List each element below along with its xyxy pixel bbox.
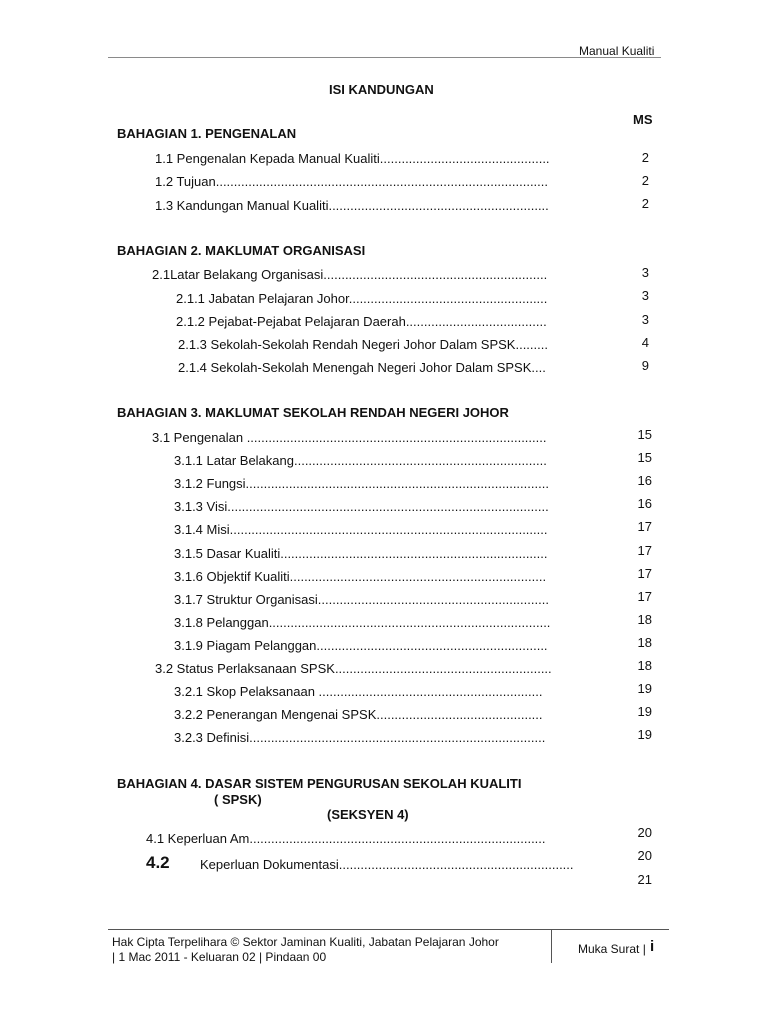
footer-vertical-divider: [551, 930, 552, 963]
toc-page: 16: [637, 473, 652, 488]
footer-copyright: Hak Cipta Terpelihara © Sektor Jaminan Kualiti, Jabatan Pelajaran Johor: [112, 935, 499, 949]
toc-entry: 3.1.8 Pelanggan..............................................................................: [174, 615, 551, 630]
toc-page: 19: [637, 681, 652, 696]
toc-page: 3: [641, 288, 649, 303]
toc-entry: Keperluan Dokumentasi.................................................................: [200, 857, 574, 872]
toc-entry: 3.1.4 Misi........................................................................................: [174, 522, 548, 537]
toc-page: 18: [637, 635, 652, 650]
toc-entry: 3.1.3 Visi.........................................................................................: [174, 499, 549, 514]
toc-entry: 3.2.2 Penerangan Mengenai SPSK..............................................: [174, 707, 543, 722]
toc-entry: 3.1.9 Piagam Pelanggan................................................................: [174, 638, 548, 653]
toc-entry: 3.1.7 Struktur Organisasi................................................................: [174, 592, 549, 607]
toc-page: 18: [637, 658, 652, 673]
toc-page: 17: [637, 543, 652, 558]
header-title: Manual Kualiti: [579, 44, 655, 58]
section-subheading: (SEKSYEN 4): [327, 807, 409, 822]
toc-entry: 2.1.2 Pejabat-Pejabat Pelajaran Daerah.......................................: [176, 314, 547, 329]
footer-version: | 1 Mac 2011 - Keluaran 02 | Pindaan 00: [112, 950, 327, 964]
toc-page: 18: [637, 612, 652, 627]
toc-entry: 4.1 Keperluan Am..................................................................................: [146, 831, 546, 846]
toc-entry: 3.2.3 Definisi..................................................................................: [174, 730, 546, 745]
toc-entry: 1.2 Tujuan............................................................................................: [155, 174, 549, 189]
toc-page: 17: [637, 519, 652, 534]
toc-page: 2: [641, 173, 649, 188]
toc-entry: 2.1.4 Sekolah-Sekolah Menengah Negeri Johor Dalam SPSK....: [178, 360, 546, 375]
toc-entry: 3.1 Pengenalan ...................................................................................: [152, 430, 547, 445]
toc-page: 3: [641, 312, 649, 327]
toc-page: 9: [641, 358, 649, 373]
footer-page-label: Muka Surat |: [578, 942, 646, 956]
footer-page-number: i: [650, 938, 655, 955]
section-heading: BAHAGIAN 1. PENGENALAN: [117, 126, 297, 141]
toc-entry: 2.1.3 Sekolah-Sekolah Rendah Negeri Johor Dalam SPSK.........: [178, 337, 548, 352]
toc-page: 19: [637, 727, 652, 742]
toc-page: 2: [641, 150, 649, 165]
toc-entry: 3.2 Status Perlaksanaan SPSK............................................................: [155, 661, 552, 676]
toc-page: 3: [641, 265, 649, 280]
toc-title: ISI KANDUNGAN: [329, 82, 434, 97]
section-heading-continued: ( SPSK): [214, 792, 262, 807]
toc-page: 2: [641, 196, 649, 211]
toc-page: 19: [637, 704, 652, 719]
section-heading: BAHAGIAN 3. MAKLUMAT SEKOLAH RENDAH NEGERI JOHOR: [117, 405, 509, 420]
toc-page: 17: [637, 589, 652, 604]
toc-page: 20: [637, 825, 652, 840]
toc-page: 16: [637, 496, 652, 511]
toc-entry: 1.1 Pengenalan Kepada Manual Kualiti...............................................: [155, 151, 550, 166]
section-heading: BAHAGIAN 2. MAKLUMAT ORGANISASI: [117, 243, 366, 258]
toc-entry: 3.1.1 Latar Belakang......................................................................: [174, 453, 547, 468]
section-heading: BAHAGIAN 4. DASAR SISTEM PENGURUSAN SEKOLAH KUALITI: [117, 776, 522, 791]
toc-entry-number: 4.2: [146, 853, 170, 872]
toc-page: 17: [637, 566, 652, 581]
toc-page: 15: [637, 427, 652, 442]
toc-page: 21: [637, 872, 652, 887]
toc-entry: 2.1Latar Belakang Organisasi..............................................................: [152, 267, 548, 282]
toc-entry: 1.3 Kandungan Manual Kualiti.............................................................: [155, 198, 549, 213]
footer-divider: [108, 929, 669, 930]
toc-entry: 3.1.6 Objektif Kualiti.......................................................................: [174, 569, 547, 584]
header-divider: [108, 57, 661, 58]
page-column-label: MS: [633, 112, 653, 127]
toc-entry: 3.1.5 Dasar Kualiti..........................................................................: [174, 546, 548, 561]
toc-entry: 3.2.1 Skop Pelaksanaan ..............................................................: [174, 684, 543, 699]
toc-page: 15: [637, 450, 652, 465]
toc-entry: 2.1.1 Jabatan Pelajaran Johor.......................................................: [176, 291, 548, 306]
toc-entry: 3.1.2 Fungsi....................................................................................: [174, 476, 549, 491]
toc-page: 20: [637, 848, 652, 863]
toc-page: 4: [641, 335, 649, 350]
